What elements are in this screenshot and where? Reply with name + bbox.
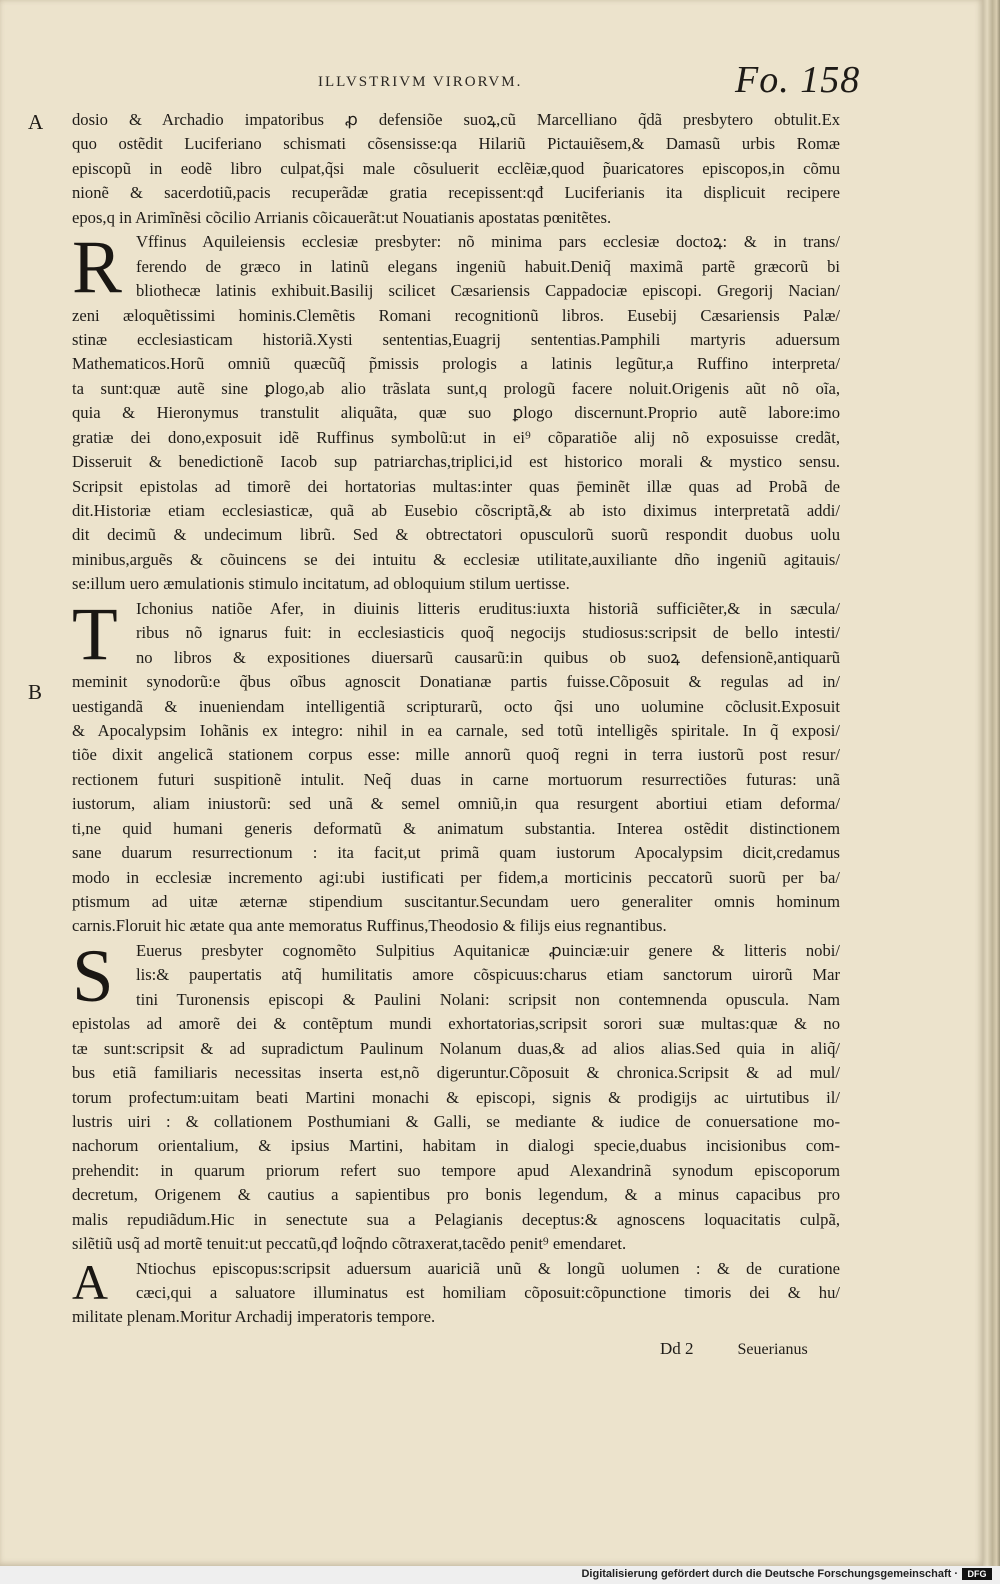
text-line: lis:& paupertatis atq̃ humilitatis amore cõspicuus:charus etiam sanctorum uirorũ Mar <box>136 965 840 985</box>
drop-cap: R <box>72 226 122 310</box>
drop-cap: T <box>72 592 118 676</box>
text-line: se:illum uero æmulationis stimulo incitatum, ad obloquium stilum uertisse. <box>72 574 570 594</box>
text-line: ti,ne quid humani generis deformatũ & animatum substantia. Interea ostẽdit distinctionem <box>72 818 840 838</box>
text-line: tini Turonensis episcopi & Paulini Nolani: scripsit non contemnenda opuscula. Nam <box>136 989 840 1009</box>
page-edge <box>983 0 1000 1566</box>
folio-number: Fo. 158 <box>735 59 861 101</box>
text-line: ferendo de græco in latinũ elegans ingeniũ habuit.Deniq̃ maximã partẽ græcorũ bi <box>136 256 840 276</box>
text-line: Disseruit & benedictionẽ Iacob sup patriarchas,triplici,id est historico morali & mystico sensu. <box>72 452 840 472</box>
paragraph <box>72 226 840 597</box>
text-line: ptismum ad uitæ æternæ stipendium suscitantur.Secundam uero generaliter omnis hominum <box>72 892 840 911</box>
text-line: stinæ ecclesiasticam historiã.Xysti sententias,Euagrij sententias.Pamphili martyris aduersum <box>72 329 840 349</box>
text-line: modo in ecclesiæ incremento agi:ubi iustificati per fidem,a morticinis peccatorũ suorũ per ba/ <box>72 867 840 887</box>
dfg-logo-icon: DFG <box>962 1568 992 1580</box>
text-line: epos,q in Arimĩnẽsi cõcilio Arrianis cõicauerãt:ut Nouatianis apostatas pœnitẽtes. <box>72 207 612 227</box>
text-line: dosio & Archadio impatoribus ꝓ defensiõe suoꝝ,cũ Marcelliano q̃dã presbytero obtulit.Ex <box>72 110 840 129</box>
text-line: Vffinus Aquileiensis ecclesiæ presbyter: nõ minima pars ecclesiæ doctoꝝ: & in trans/ <box>136 232 840 252</box>
paragraph <box>72 1254 840 1330</box>
text-line: quia & Hieronymus transtulit aliquãta, quæ suo ꝑlogo discernunt.Proprio autẽ labore:imo <box>72 403 840 423</box>
text-line: Mathematicos.Horũ omniũ quæcũq̃ p̃missis prologis a latinis legũtur,a Ruffino interpreta/ <box>72 354 840 374</box>
margin-letter-b: B <box>28 680 43 704</box>
text-line: Ntiochus episcopus:scripsit aduersum auariciã unũ & longũ uolumen : & de curatione <box>136 1258 840 1278</box>
digitization-notice: Digitalisierung gefördert durch die Deutsche Forschungsgemeinschaft · <box>581 1568 958 1580</box>
text-line: ta sunt:quæ autẽ sine ꝑlogo,ab alio trãslata sunt,q prologũ facere noluit.Origenis aũt nõ oĩa, <box>72 378 840 398</box>
text-line: nachorum orientalium, & ipsius Martini, habitam in dialogi specie,duabus incisionibus com- <box>72 1136 840 1156</box>
text-line: tiõe dixit angelicã stationem corpus esse: mille annorũ quoq̃ regni in terra iustorũ post resur/ <box>72 745 840 765</box>
text-line: torum profectum:uitam beati Martini monachi & episcopi, signis & prodigijs ac uirtutibus il/ <box>72 1087 840 1107</box>
drop-cap: S <box>72 934 114 1018</box>
text-line: dit.Historiæ etiam ecclesiasticæ, quã ab Eusebio cõscriptã,& ab isto diximus interpretatã addi/ <box>72 501 840 520</box>
text-line: silẽtiũ usq̃ ad mortẽ tenuit:ut peccatũ,qđ loq̃ndo cõtraxerat,tacẽdo penit⁹ emendaret. <box>72 1234 627 1254</box>
body-text <box>72 108 840 1330</box>
paragraph <box>72 592 840 939</box>
text-line: gratiæ dei dono,exposuit idẽ Ruffinus symbolũ:ut in ei⁹ cõparatiõe alij nõ exposuisse credãt, <box>72 427 840 447</box>
drop-cap: A <box>72 1254 109 1310</box>
text-line: minibus,arguẽs & cõuincens se dei intuitu & ecclesiæ utilitate,auxiliante dño ingeniũ agitauis/ <box>72 549 840 569</box>
text-line: decretum, Origenem & cautius a sapientibus pro bonis legendum, & a minus capacibus pro <box>72 1185 840 1205</box>
text-line: militate plenam.Moritur Archadij imperatoris tempore. <box>72 1307 436 1327</box>
catchword: Seuerianus <box>737 1341 808 1358</box>
signature-mark: Dd 2 <box>660 1339 694 1358</box>
text-line: Ichonius natiõe Afer, in diuinis litteris eruditus:iuxta historiã sufficiẽter,& in sæcula/ <box>136 598 840 618</box>
text-line: epistolas ad amorẽ dei & contẽptum mundi exhortatorias,scripsit sorori suæ multas:quæ & no <box>72 1014 840 1034</box>
text-line: bliothecæ latinis exhibuit.Basilij scilicet Cæsariensis Cappadociæ episcopi. Gregorij Nacian/ <box>136 281 840 301</box>
page-footer <box>660 1339 808 1359</box>
margin-letter-a: A <box>28 110 44 134</box>
text-line: sane duarum resurrectionum : ita facit,ut primã quam iustorum Apocalypsim dicit,credamus <box>72 843 840 863</box>
text-line: lustris uiri : & collationem Posthumiani & Galli, se mediante & iudice de conuersatione mo- <box>72 1111 840 1131</box>
text-line: quo ostẽdit Luciferiano schismati cõsensisse:qa Hilariũ Pictauiẽsem,& Damasũ urbis Romæ <box>72 134 840 154</box>
text-line: rectionem futuri suspitionẽ intulit. Neq̃ duas in carne mortuorum resurrectiões futuras: unã <box>72 769 840 789</box>
text-line: cæci,qui a saluatore illuminatus est homiliam cõposuit:cõpunctione timoris dei & hu/ <box>136 1283 840 1302</box>
text-line: malis repudiãdum.Hic in senectute sua a Pelagianis deceptus:& agnoscens loquacitatis culpã, <box>72 1209 840 1229</box>
text-line: meminit synodorũ:e q̃bus oĩbus agnoscit Donatianæ partis fuisse.Cõposuit & regulas ad in/ <box>72 672 840 692</box>
text-line: iustorum, aliam iniustorũ: sed unã & semel omniũ,in qua resurgent abortiui etiam deforma/ <box>72 794 840 814</box>
text-line: episcopũ in eodẽ libro culpat,q̃si male cõsuluerit ecclẽiæ,quod p̃uaricatores episcopos,in cõmu <box>72 158 840 178</box>
paragraph <box>72 934 840 1257</box>
text-line: no libros & expositiones diuersarũ causarũ:in quibus ob suoꝝ defensionẽ,antiquarũ <box>136 647 840 667</box>
text-line: uestigandã & inueniendam intelligentiã scripturarũ, octo q̃si uno uolumine cõclusit.Exposuit <box>72 696 840 716</box>
text-line: Scripsit epistolas ad timorẽ dei hortatorias multas:inter quas p̄eminẽt illæ quas ad Probã de <box>72 476 840 496</box>
text-line: & Apocalypsim Iohãnis ex integro: nihil in ea carnale, sed totũ intelligẽs spiritale. In q̃ exposi/ <box>72 720 840 740</box>
text-line: ribus nõ ignarus fuit: in ecclesiasticis quoq̃ negocijs studiosus:scripsit de bello intesti/ <box>136 623 840 643</box>
text-line: nionẽ & sacerdotiũ,pacis recuperãdæ gratia recepissent:qđ Luciferianis ita displicuit recipere <box>72 183 840 203</box>
text-line: Euerus presbyter cognomẽto Sulpitius Aquitanicæ ꝓuinciæ:uir genere & litteris nobi/ <box>136 940 840 960</box>
text-line: dit decimũ & undecimum librũ. Sed & obtrectatori opusculorũ suorũ respondit duobus uolu <box>72 525 840 545</box>
text-line: zeni æloquẽtissimi hominis.Clemẽtis Romani recognitionũ libros. Eusebij Cæsariensis Palæ/ <box>72 305 840 325</box>
text-line: bus etiã familiaris necessitas inserta est,nõ digeruntur.Cõposuit & chronica.Scripsit & ad mul/ <box>72 1063 840 1083</box>
running-head: ILLVSTRIVM VIRORVM. <box>318 74 523 90</box>
text-line: carnis.Floruit hic ætate qua ante memoratus Ruffinus,Theodosio & filijs eius regnantibus. <box>72 916 667 936</box>
text-line: tæ sunt:scripsit & ad supradictum Paulinum Nolanum duas,& ad alios alias.Sed quia in aliq̃/ <box>72 1038 840 1058</box>
paragraph <box>72 108 840 230</box>
text-line: prehendit: in quarum priorum refert suo tempore apud Alexandrinã synodum episcoporum <box>72 1160 840 1180</box>
